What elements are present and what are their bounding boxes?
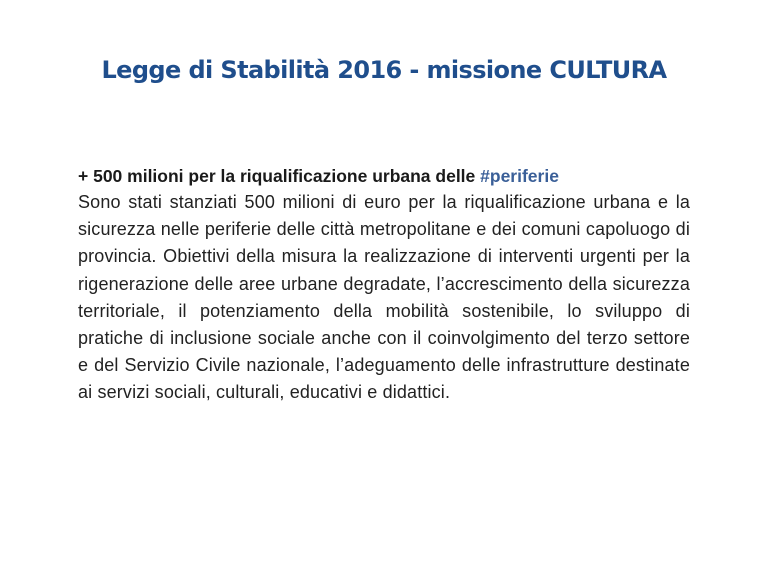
slide-title: Legge di Stabilità 2016 - missione CULTURA bbox=[101, 56, 667, 84]
headline-text: + 500 milioni per la riqualificazione urbana delle bbox=[78, 166, 481, 186]
slide-content bbox=[78, 164, 690, 407]
body-paragraph: Sono stati stanziati 500 milioni di euro per la riqualificazione urbana e la sicurezza nelle periferie delle città metropolitane e dei comuni capoluogo di provincia. Obiettivi della misura la realizzazione di interventi urgenti per la rigenerazione delle aree urbane degradate, l’accrescimento della sicurezza territoriale, il potenziamento della mobilità sostenibile, lo sviluppo di pratiche di inclusione sociale anche con il coinvolgimento del terzo settore e del Servizio Civile nazionale, l’adeguamento delle infrastrutture destinate ai servizi sociali, culturali, educativi e didattici. bbox=[78, 192, 690, 403]
hashtag-link[interactable]: #periferie bbox=[480, 166, 559, 186]
headline bbox=[78, 164, 690, 189]
